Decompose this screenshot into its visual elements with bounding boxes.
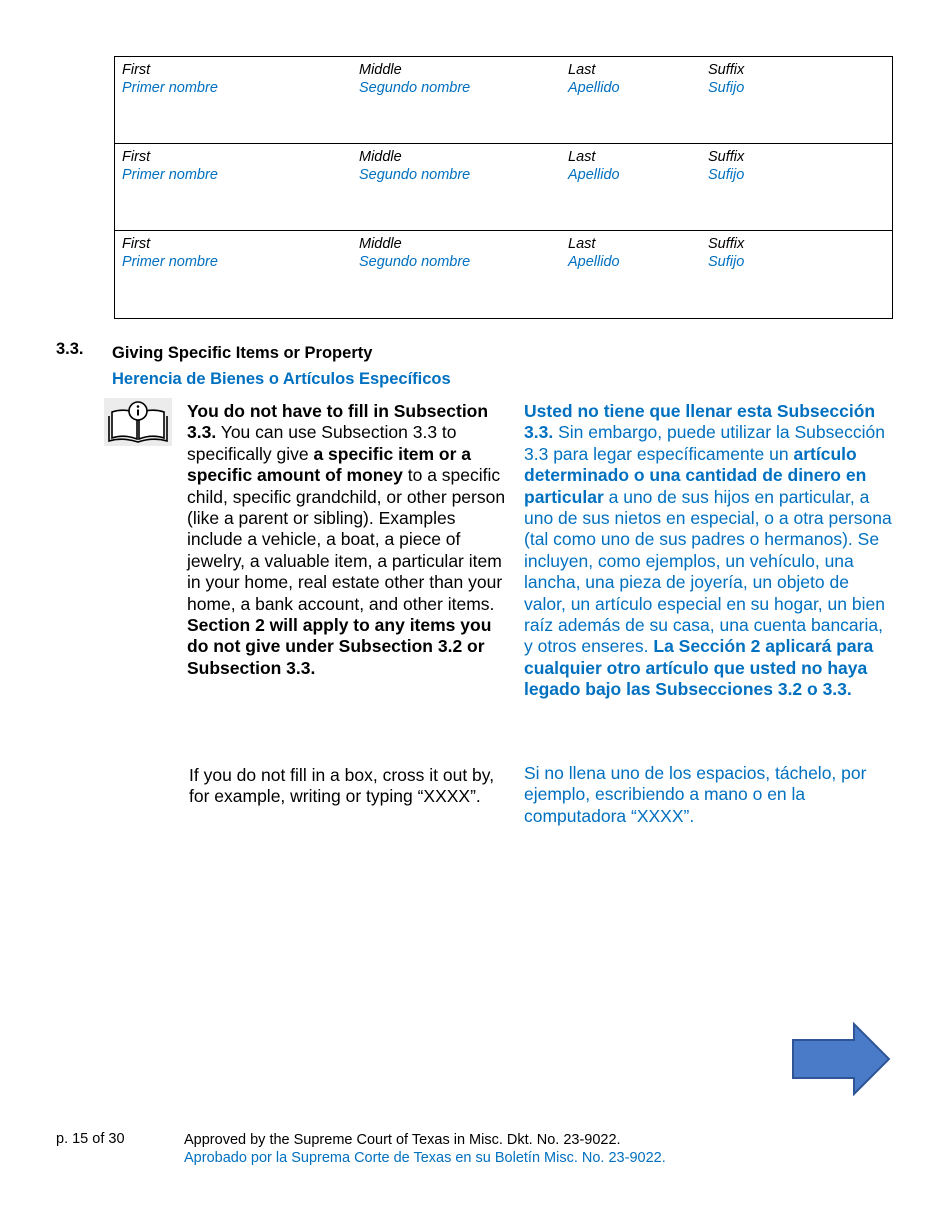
es-bold-2: artículo determinado o una cantidad de dinero en particular (524, 443, 867, 507)
name-table (114, 56, 893, 319)
en-bold-3: Section 2 will apply to any items you do not give under Subsection 3.2 or Subsection 3.3. (187, 615, 492, 678)
first-name-field[interactable] (122, 61, 218, 97)
middle-label-es: Segundo nombre (359, 254, 471, 270)
en-bold-2: a specific item or a specific amount of money (187, 443, 472, 486)
suffix-label-es: Sufijo (708, 254, 745, 270)
english-crossout-note: If you do not fill in a box, cross it out by, for example, writing or typing “XXXX”. (189, 765, 495, 807)
first-label-es: Primer nombre (122, 80, 218, 96)
last-label: Last (568, 236, 596, 252)
suffix-field[interactable] (708, 148, 744, 184)
suffix-label: Suffix (708, 149, 745, 165)
en-bold-1: You do not have to fill in Subsection 3.3. (187, 401, 489, 443)
suffix-label: Suffix (708, 62, 745, 78)
middle-label: Middle (359, 62, 402, 78)
page-number: p. 15 of 30 (56, 1131, 125, 1147)
middle-label: Middle (359, 149, 402, 165)
suffix-label-es: Sufijo (708, 167, 745, 183)
section-number: 3.3. (56, 340, 84, 358)
last-label-es: Apellido (568, 254, 620, 270)
section-title-es: Herencia de Bienes o Artículos Específicos (112, 370, 451, 388)
last-name-field[interactable] (568, 61, 620, 97)
middle-label-es: Segundo nombre (359, 80, 471, 96)
first-name-field[interactable] (122, 235, 218, 271)
first-label: First (122, 62, 151, 78)
first-label: First (122, 236, 151, 252)
middle-name-field[interactable] (359, 61, 470, 97)
last-label-es: Apellido (568, 167, 620, 183)
last-label: Last (568, 149, 596, 165)
last-label: Last (568, 62, 596, 78)
suffix-label-es: Sufijo (708, 80, 745, 96)
last-name-field[interactable] (568, 148, 620, 184)
approval-es: Aprobado por la Suprema Corte de Texas en su Boletín Misc. No. 23-9022. (184, 1150, 666, 1166)
spanish-crossout-note: Si no llena uno de los espacios, táchelo, por ejemplo, escribiendo a mano o en la computadora “XXXX”. (524, 763, 867, 826)
es-bold-3: La Sección 2 aplicará para cualquier otro artículo que usted no haya legado bajo las Subsecciones 3.2 o 3.3. (524, 636, 874, 700)
name-row[interactable] (115, 231, 892, 318)
right-arrow-icon[interactable] (792, 1022, 892, 1096)
first-label-es: Primer nombre (122, 254, 218, 270)
last-name-field[interactable] (568, 235, 620, 271)
section-title-en: Giving Specific Items or Property (112, 344, 373, 362)
name-row[interactable] (115, 144, 892, 231)
info-book-icon (104, 398, 172, 446)
english-paragraph (187, 401, 509, 679)
suffix-field[interactable] (708, 61, 744, 97)
middle-name-field[interactable] (359, 148, 470, 184)
section-title (112, 340, 451, 392)
spanish-paragraph (524, 401, 892, 701)
first-label-es: Primer nombre (122, 167, 218, 183)
en-text-1: You can use Subsection 3.3 to specifically give (187, 422, 457, 464)
approval-note (184, 1131, 666, 1167)
first-name-field[interactable] (122, 148, 218, 184)
suffix-field[interactable] (708, 235, 744, 271)
middle-name-field[interactable] (359, 235, 470, 271)
es-text-2: a uno de sus hijos en particular, a uno de sus nietos en especial, o a otra persona (tal como uno de sus padres o hermanos). Se incluyen, como ejemplos, un vehículo, una lancha, una pieza de joyería, un objeto de valor, un artículo especial en su hogar, un bien raíz además de su casa, una cuenta bancaria, y otros enseres. (524, 486, 892, 657)
es-bold-1: Usted no tiene que llenar esta Subsección 3.3. (524, 401, 876, 443)
suffix-label: Suffix (708, 236, 745, 252)
middle-label-es: Segundo nombre (359, 167, 471, 183)
en-text-2: to a specific child, specific grandchild, or other person (like a parent or sibling). Examples include a vehicle, a boat, a piece of jewelry, a valuable item, a particular item in your home, real estate other than your home, a bank account, and other items. (187, 465, 506, 614)
approval-en: Approved by the Supreme Court of Texas in Misc. Dkt. No. 23-9022. (184, 1132, 621, 1148)
middle-label: Middle (359, 236, 402, 252)
es-text-1: Sin embargo, puede utilizar la Subsección 3.3 para legar específicamente un (524, 422, 885, 464)
name-row[interactable] (115, 57, 892, 144)
last-label-es: Apellido (568, 80, 620, 96)
first-label: First (122, 149, 151, 165)
